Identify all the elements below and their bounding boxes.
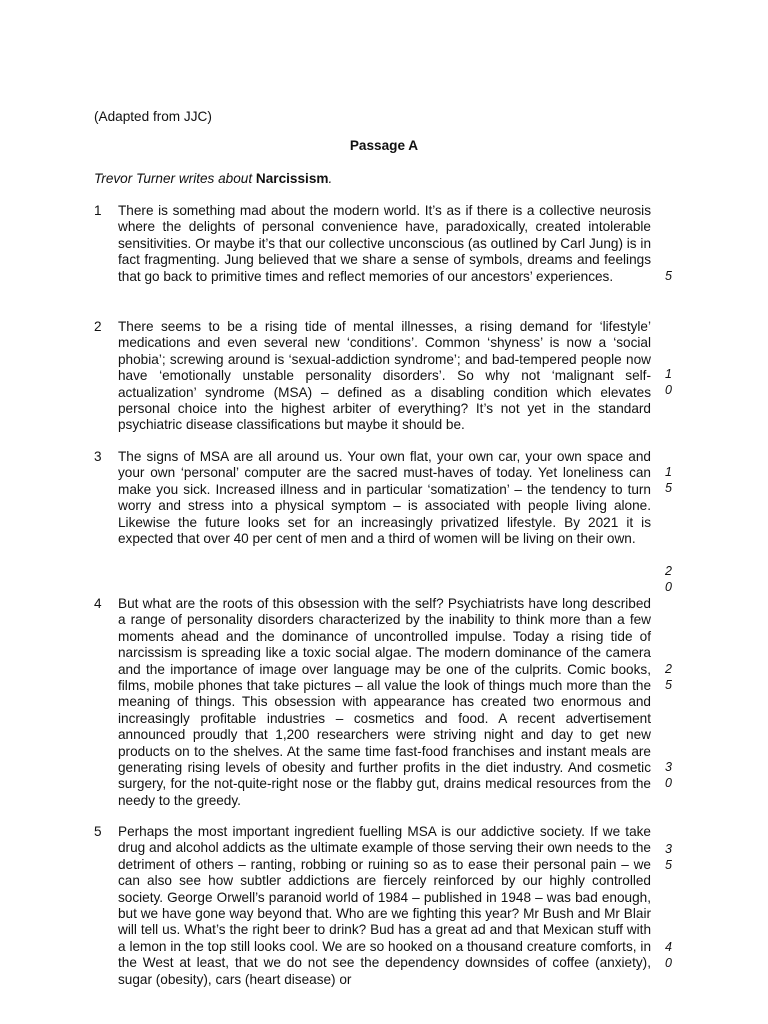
paragraph-text: But what are the roots of this obsession with the self? Psychiatrists have long described a range of personality disorders characterized by the inability to think more than a few moments ahead and the dominance of uncontrolled impulse. Today a rising tide of narcissism is spreading like a toxic social algae. The modern dominance of the camera and the importance of image over language may be one of the culprits. Comic books, films, mobile phones that take pictures – all value the look of things much more than the meaning of things. This obsession with appearance has created two enormous and increasingly profitable industries – cosmetics and food. A recent advertisement announced proudly that 1,200 researchers were striving night and day to get new products on to the shelves. At the same time fast-food franchises and instant meals are generating rising levels of obesity and further profits in the diet industry. And cosmetic surgery, for the not-quite-right nose or the flabby gut, drains medical resources from the needy to the greedy. <box>118 596 651 808</box>
line-number-15 <box>665 464 672 497</box>
byline <box>94 171 332 187</box>
line-number-digit: 2 <box>665 564 672 578</box>
line-number-25 <box>665 661 672 694</box>
line-number-10 <box>665 366 672 399</box>
byline-topic: Narcissism <box>255 171 329 186</box>
paragraph-number: 5 <box>94 824 102 839</box>
line-number-digit: 2 <box>665 662 672 676</box>
line-number-digit: 4 <box>665 940 672 954</box>
passage-heading: Passage A <box>349 138 419 153</box>
paragraph-text: The signs of MSA are all around us. Your own flat, your own car, your own space and your own ‘personal’ computer are the sacred must-haves of today. Yet loneliness can make you sick. Increased illness and in particular ‘somatization’ – the tendency to turn worry and stress into a physical symptom – is associated with people living alone. Likewise the future looks set for an increasingly privatized lifestyle. By 2021 it is expected that over 40 per cent of men and a third of women will be living on their own. <box>118 449 651 547</box>
line-number-digit: 0 <box>665 383 672 398</box>
paragraph-number: 1 <box>94 203 102 218</box>
line-number-digit: 1 <box>665 367 672 381</box>
paragraph-text: There is something mad about the modern world. It’s as if there is a collective neurosis where the delights of personal convenience have, paradoxically, created intolerable sensitivities. Or maybe it’s that our collective unconscious (as outlined by Carl Jung) is in fact fragmenting. Jung believed that we share a sense of symbols, dreams and feelings that go back to primitive times and reflect memories of our ancestors’ experiences. <box>118 203 651 284</box>
paragraph-number: 2 <box>94 319 102 334</box>
byline-suffix: . <box>328 171 333 186</box>
line-number-40 <box>665 939 672 972</box>
line-number-35 <box>665 841 672 874</box>
line-number-digit: 5 <box>665 481 672 496</box>
line-number-30 <box>665 759 672 792</box>
source-note: (Adapted from JJC) <box>94 109 212 124</box>
byline-prefix: Trevor Turner writes about <box>94 171 256 186</box>
paragraph-number: 3 <box>94 449 102 464</box>
paragraph-text: There seems to be a rising tide of mental illnesses, a rising demand for ‘lifestyle’ medications and even several new ‘conditions’. Common ‘shyness’ is now a ‘social phobia’; screwing around is ‘sexual-addiction syndrome’; and bad-tempered people now have ‘emotionally unstable personality disorders’. So why not ‘malignant self-actualization’ syndrome (MSA) – defined as a disabling condition which elevates personal choice into the highest arbiter of everything? It’s not yet in the standard psychiatric disease classifications but maybe it should be. <box>118 319 651 433</box>
line-number-digit: 0 <box>665 580 672 595</box>
line-number-digit: 5 <box>665 678 672 693</box>
line-number-digit: 1 <box>665 465 672 479</box>
paragraph-text: Perhaps the most important ingredient fuelling MSA is our addictive society. If we take drug and alcohol addicts as the ultimate example of those serving their own needs to the detriment of others – ranting, robbing or ruining so as to ease their personal pain – we can also see how subtler addictions are fiercely reinforced by our highly controlled society. George Orwell’s paranoid world of 1984 – published in 1948 – was bad enough, but we have gone way beyond that. Who are we fighting this year? Mr Bush and Mr Blair will tell us. What’s the right beer to drink? Bud has a great ad and that Mexican stuff with a lemon in the top still looks cool. We are so hooked on a thousand creature comforts, in the West at least, that we do not see the dependency downsides of coffee (anxiety), sugar (obesity), cars (heart disease) or <box>118 824 651 987</box>
line-number-digit: 3 <box>665 760 672 774</box>
line-number-digit: 5 <box>665 858 672 873</box>
line-number-5 <box>665 268 672 284</box>
line-number-digit: 0 <box>665 956 672 971</box>
line-number-digit: 3 <box>665 842 672 856</box>
line-number-digit: 0 <box>665 776 672 791</box>
paragraph-number: 4 <box>94 596 102 611</box>
line-number-digit: 5 <box>665 269 672 283</box>
line-number-20 <box>665 563 672 596</box>
